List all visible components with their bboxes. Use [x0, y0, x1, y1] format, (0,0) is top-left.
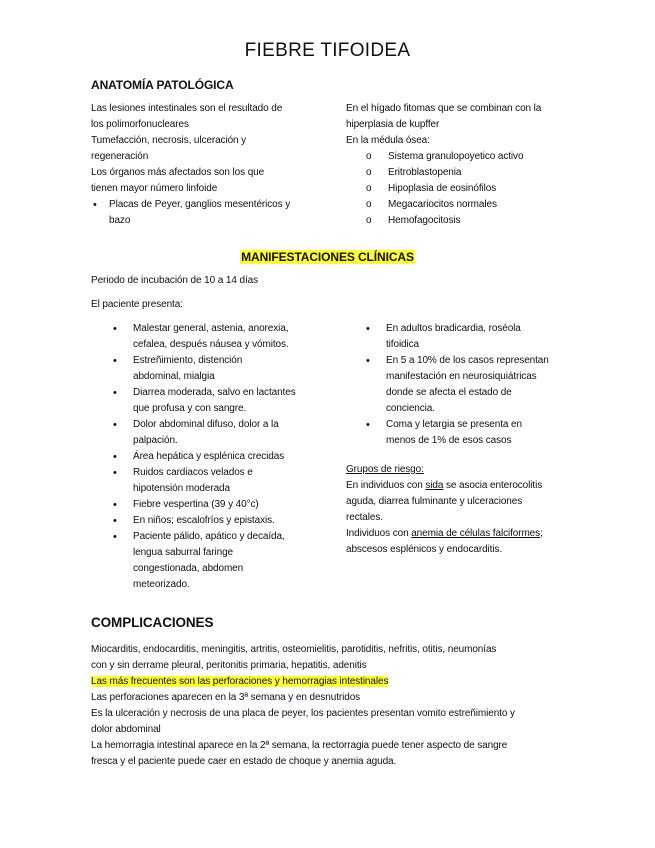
anatomia-right-column [346, 101, 586, 229]
list-item [113, 353, 328, 385]
section-heading-manifestaciones [0, 250, 655, 264]
text-line: • Estreñimiento, distención [133, 355, 243, 366]
text-line: Miocarditis, endocarditis, meningitis, artritis, osteomielitis, parotiditis, nefritis, otitis, neumonías [91, 644, 497, 655]
text-line [346, 478, 596, 494]
list-item: o Hemofagocitosis [366, 213, 586, 229]
text-line: • En adultos bradicardia, roséola [386, 323, 521, 334]
text-line: donde se afecta el estado de [386, 387, 512, 398]
anatomia-left-column [91, 101, 331, 229]
text-line: Es la ulceración y necrosis de una placa de peyer, los pacientes presentan vomito estreñimiento y [91, 708, 515, 719]
text-line: La hemorragia intestinal aparece en la 2ª semana, la rectorragia puede tener aspecto de sangre [91, 740, 508, 751]
text-span: En individuos con [346, 480, 426, 491]
text-line: congestionada, abdomen [133, 563, 244, 574]
text-span: Individuos con [346, 528, 412, 539]
page-title: FIEBRE TIFOIDEA [244, 40, 411, 61]
text-line: menos de 1% de esos casos [386, 435, 512, 446]
list-item [113, 321, 328, 353]
medula-list [366, 149, 586, 229]
text-line: • Coma y letargia se presenta en [386, 419, 522, 430]
text-line: • Fiebre vespertina (39 y 40°c) [133, 499, 259, 510]
list-item [366, 321, 596, 353]
underlined-term: sida [425, 480, 444, 491]
list-item [113, 513, 328, 529]
manifestaciones-right-column [366, 321, 596, 449]
text-line: fresca y el paciente puede caer en estado de choque y anemia aguda. [91, 756, 397, 767]
highlighted-heading: MANIFESTACIONES CLÍNICAS [241, 250, 414, 264]
text-line: conciencia. [386, 403, 435, 414]
text-line: En el hígado fitomas que se combinan con la [346, 103, 542, 114]
text-line: Tumefacción, necrosis, ulceración y [91, 135, 247, 146]
list-item [113, 417, 328, 449]
highlight-line [91, 674, 571, 690]
list-item: o Eritroblastopenia [366, 165, 586, 181]
text-line: los polimorfonucleares [91, 119, 189, 130]
grupos-riesgo-block [346, 462, 596, 558]
text-line: lengua saburral faringe [133, 547, 233, 558]
text-line: • Placas de Peyer, ganglios mesentéricos y [109, 199, 291, 210]
manifestaciones-right-list [366, 321, 596, 449]
text-line: bazo [109, 215, 131, 226]
text-line: • Ruidos cardiacos velados e [133, 467, 253, 478]
list-item [113, 497, 328, 513]
text-line: • Dolor abdominal difuso, dolor a la [133, 419, 279, 430]
text-line: En la médula ósea: [346, 135, 430, 146]
text-line: cefalea, después náusea y vómitos. [133, 339, 289, 350]
text-line: palpación. [133, 435, 178, 446]
text-line: • Paciente pálido, apático y decaída, [133, 531, 285, 542]
section-heading-anatomia: ANATOMÍA PATOLÓGICA [91, 78, 234, 92]
list-item [366, 353, 596, 417]
text-line: tienen mayor número linfoide [91, 183, 218, 194]
list-item: o Hipoplasia de eosinófilos [366, 181, 586, 197]
text-line: • Malestar general, astenia, anorexia, [133, 323, 289, 334]
underlined-term: anemia de células falciformes [411, 528, 541, 539]
text-line: • Área hepática y esplénica crecidas [133, 451, 285, 462]
list-item [366, 417, 596, 449]
list-item [93, 197, 331, 229]
text-line: Las perforaciones aparecen en la 3ª semana y en desnutridos [91, 692, 361, 703]
section-heading-complicaciones: COMPLICACIONES [91, 615, 214, 630]
text-line: manifestación en neurosiquiátricas [386, 371, 537, 382]
text-line: hipotensión moderada [133, 483, 230, 494]
text-line: aguda, diarrea fulminante y ulceraciones [346, 496, 523, 507]
text-line: regeneración [91, 151, 149, 162]
list-item: o Sistema granulopoyetico activo [366, 149, 586, 165]
text-line: • En niños; escalofríos y epistaxis. [133, 515, 275, 526]
grupos-heading: Grupos de riesgo: [346, 464, 424, 475]
text-line: tifoidica [386, 339, 420, 350]
list-item [113, 449, 328, 465]
list-item [113, 529, 328, 593]
manifestaciones-left-column [113, 321, 328, 593]
list-item [113, 385, 328, 417]
text-line: con y sin derrame pleural, peritonitis primaria, hepatitis, adenitis [91, 660, 367, 671]
text-line: Los órganos más afectados son los que [91, 167, 265, 178]
text-line: meteorizado. [133, 579, 190, 590]
text-line: • Diarrea moderada, salvo en lactantes [133, 387, 296, 398]
list-item: o Megacariocitos normales [366, 197, 586, 213]
list-item [113, 465, 328, 497]
text-line: que profusa y con sangre. [133, 403, 247, 414]
complicaciones-block [91, 642, 571, 770]
text-line: hiperplasia de kupffer [346, 119, 440, 130]
text-line [346, 526, 596, 542]
text-span: ; [540, 528, 543, 539]
text-line: abscesos esplénicos y endocarditis. [346, 544, 503, 555]
anatomia-left-list [93, 197, 331, 229]
incubacion-text: Periodo de incubación de 10 a 14 días [91, 275, 258, 286]
presenta-text: El paciente presenta: [91, 299, 183, 310]
highlighted-text: Las más frecuentes son las perforaciones y hemorragias intestinales [91, 676, 389, 687]
text-line: abdominal, mialgia [133, 371, 215, 382]
text-line: • En 5 a 10% de los casos representan [386, 355, 549, 366]
text-line: rectales. [346, 512, 383, 523]
text-line: Las lesiones intestinales son el resultado de [91, 103, 283, 114]
text-line: dolor abdominal [91, 724, 161, 735]
manifestaciones-left-list [113, 321, 328, 593]
text-span: se asocia enterocolitis [443, 480, 543, 491]
